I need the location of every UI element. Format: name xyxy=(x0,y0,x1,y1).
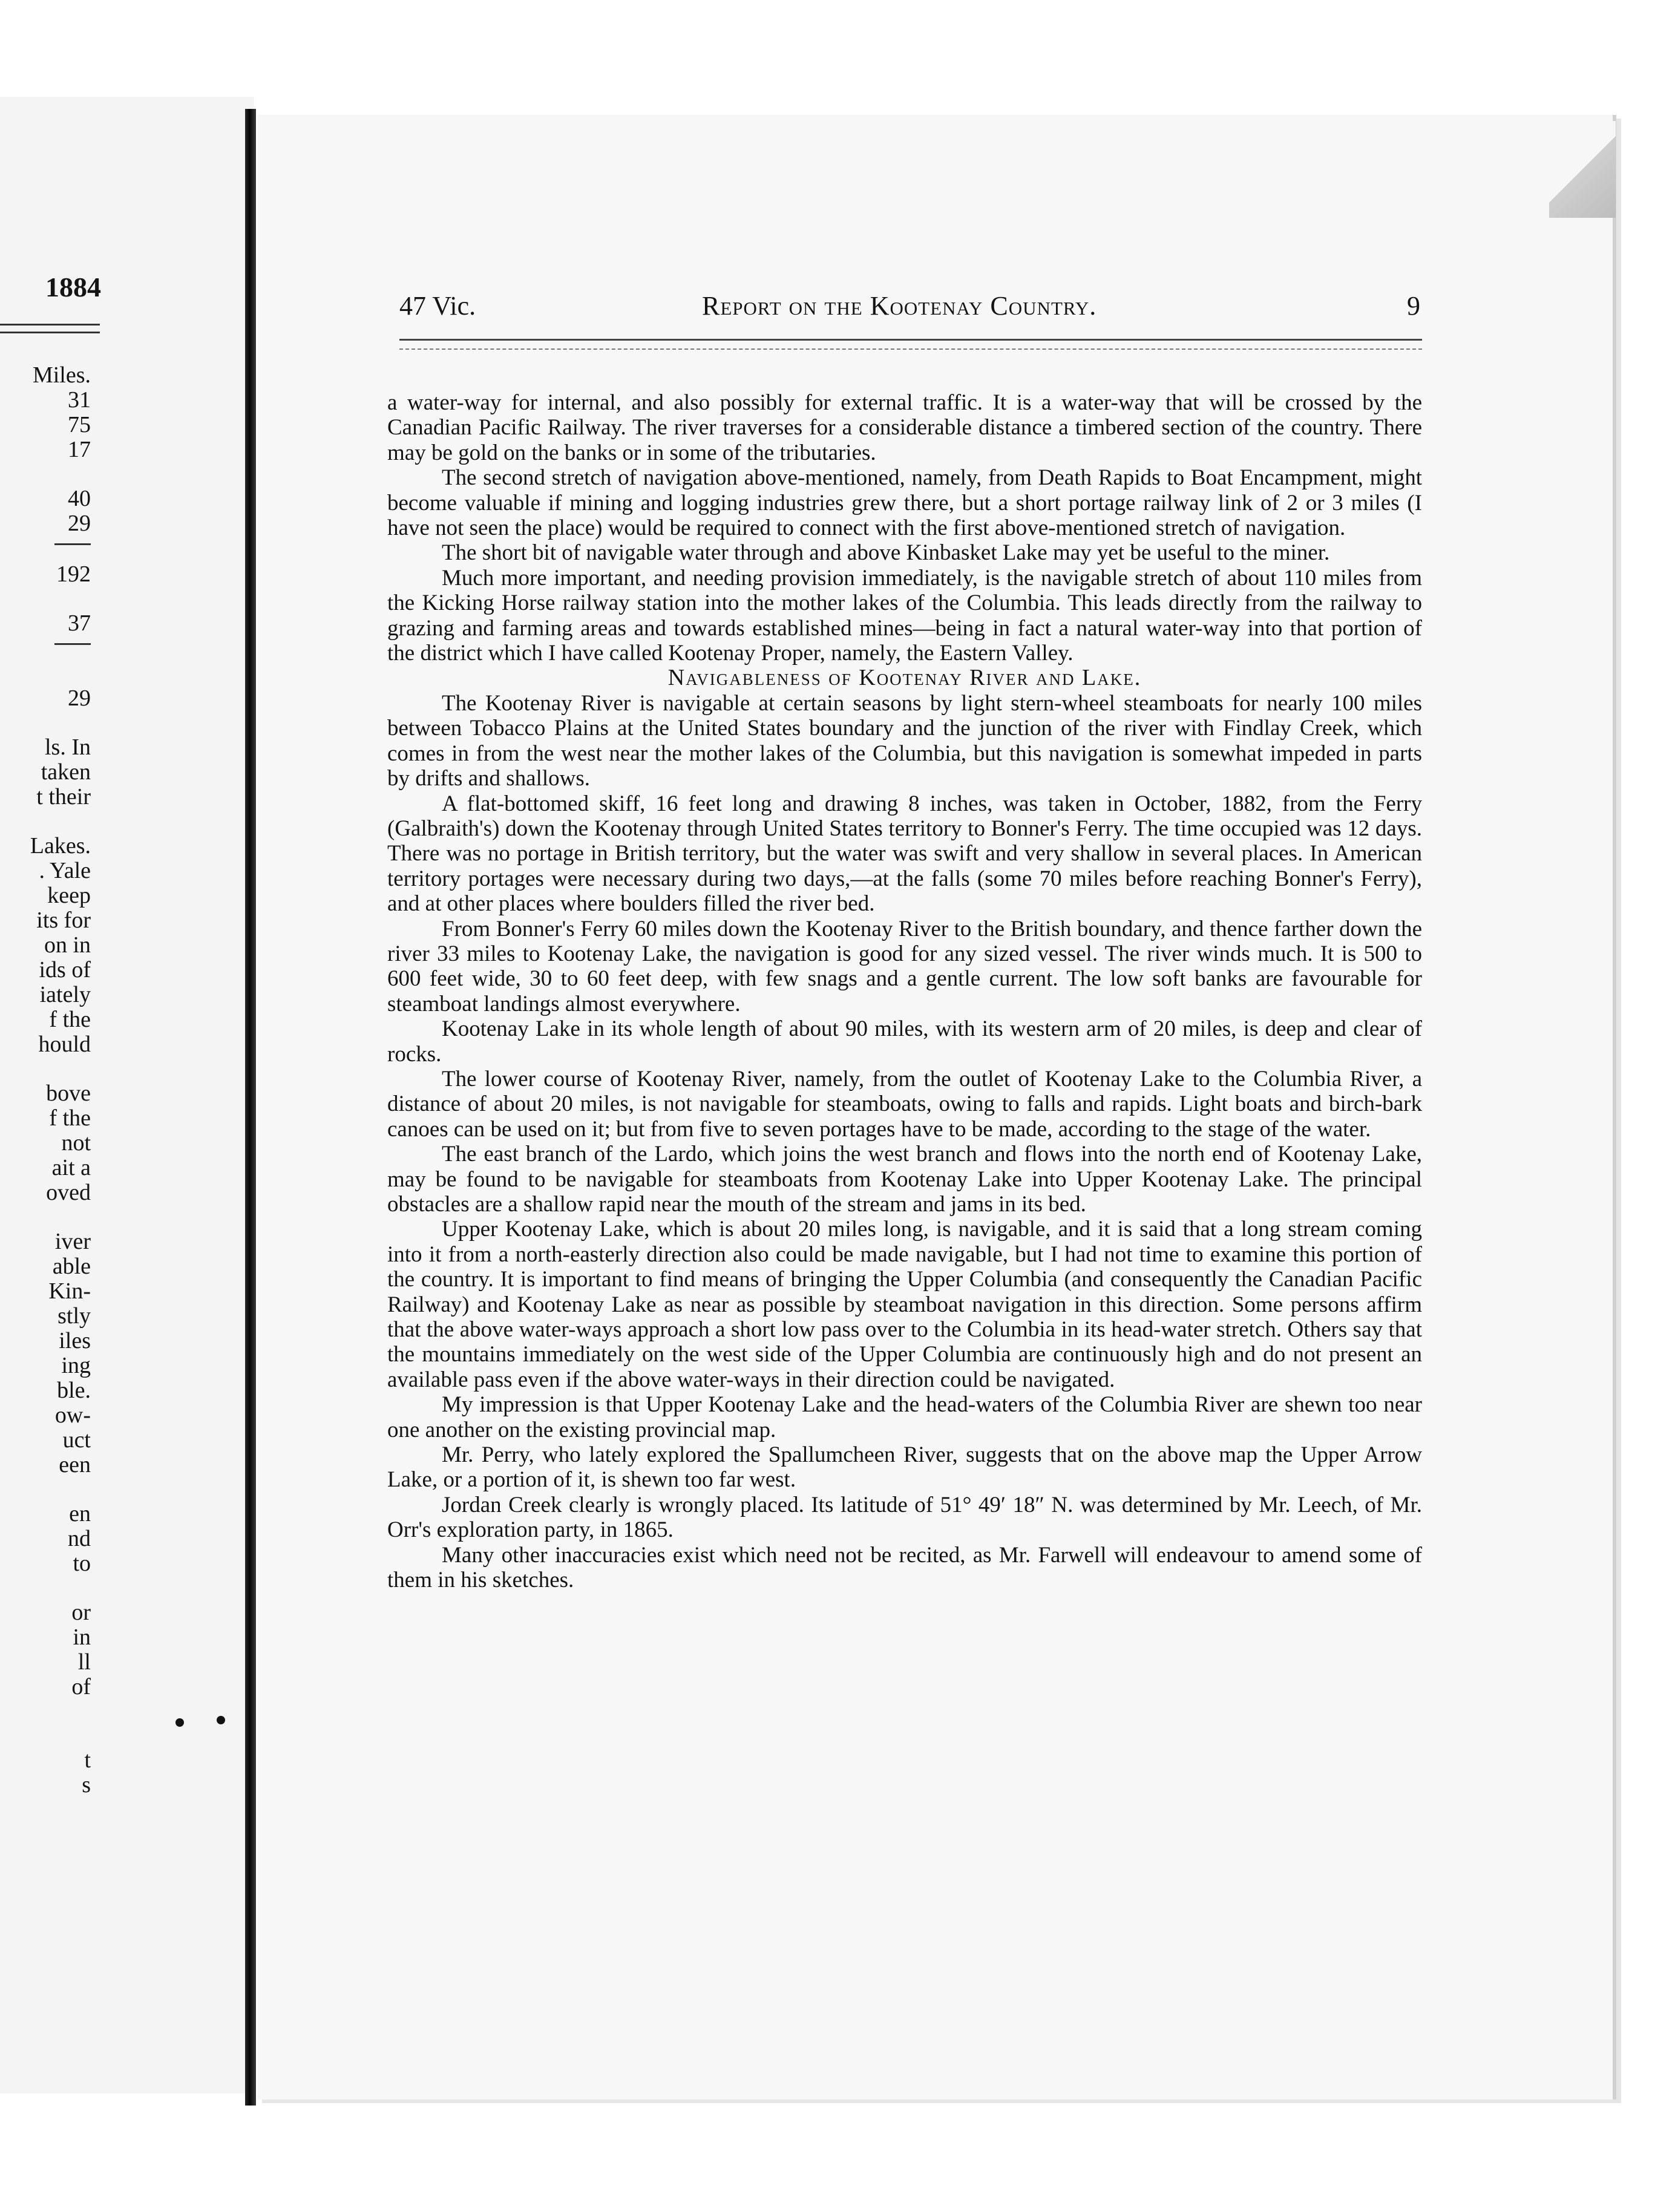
left-page-fragment: bove xyxy=(46,1081,91,1106)
paragraph: From Bonner's Ferry 60 miles down the Kootenay River to the British boundary, and thence farther down the river 33 miles to Kootenay Lake, the navigation is good for any sized vessel. The river winds much. It is 500 to 600 feet wide, 30 to 60 feet deep, with few snags and a gentle current. The low soft banks are favourable for steamboat landings almost everywhere. xyxy=(387,916,1422,1016)
left-page-gap xyxy=(0,1700,91,1724)
page-number: 9 xyxy=(1407,291,1420,321)
left-page-fragment: oved xyxy=(46,1180,91,1205)
paragraph: Jordan Creek clearly is wrongly placed. Its latitude of 51° 49′ 18″ N. was determined by Mr. Leech, of Mr. Orr's exploration party, in 1865. xyxy=(387,1492,1422,1543)
left-page-rule xyxy=(0,332,100,333)
left-page-fragment: to xyxy=(73,1551,91,1576)
paragraphs-before xyxy=(387,390,1422,666)
header-title: Report on the Kootenay Country. xyxy=(702,291,1097,321)
left-page-fragment: able xyxy=(52,1254,91,1279)
scan-speck xyxy=(175,1718,184,1727)
paragraph: The second stretch of navigation above-mentioned, namely, from Death Rapids to Boat Encampment, might become valuable if mining and logging industries grew there, but a short portage railway link of 2 or 3 miles (I have not seen the place) would be required to connect with the first above-mentioned stretch of navigation. xyxy=(387,465,1422,541)
left-page-fragment: 29 xyxy=(68,686,91,711)
left-page-fragment: Kin- xyxy=(48,1278,91,1304)
paragraph: The Kootenay River is navigable at certain seasons by light stern-wheel steamboats for nearly 100 miles between Tobacco Plains at the United States boundary and the junction of the river with Findlay Creek, which comes in from the west near the mother lakes of the Columbia, but this navigation is somewhat impeded in parts by drifts and shallows. xyxy=(387,690,1422,791)
running-header xyxy=(399,290,1428,327)
left-page-fragment: t their xyxy=(36,784,91,810)
left-page-fragment: of xyxy=(71,1674,91,1700)
left-page-fragment: s xyxy=(82,1772,91,1798)
left-page-year: 1884 xyxy=(45,272,101,303)
left-page-gap xyxy=(0,662,91,686)
left-page-fragment: on in xyxy=(44,932,91,958)
left-page-fragment: keep xyxy=(47,883,91,908)
left-page-rule xyxy=(54,643,91,662)
left-page-fragment: taken xyxy=(41,759,91,785)
left-page-gap xyxy=(0,587,91,611)
left-page-fragment: ait a xyxy=(51,1155,91,1180)
left-page-fragment: ls. In xyxy=(45,735,91,760)
left-page-fragment: en xyxy=(69,1501,91,1526)
paragraph: Kootenay Lake in its whole length of about 90 miles, with its western arm of 20 miles, is deep and clear of rocks. xyxy=(387,1016,1422,1067)
left-page-rule xyxy=(0,324,100,326)
left-page-fragment: 75 xyxy=(68,412,91,437)
left-page-fragment: ing xyxy=(61,1353,91,1378)
header-rule xyxy=(399,339,1422,341)
left-page-fragment: iles xyxy=(59,1328,91,1353)
left-page-fragment: or xyxy=(71,1600,91,1625)
left-page-gap xyxy=(0,1205,91,1229)
left-page-fragment: ids of xyxy=(39,957,91,983)
paragraph: Upper Kootenay Lake, which is about 20 miles long, is navigable, and it is said that a long stream coming into it from a north-easterly direction also could be made navigable, but I had not time to examine this portion of the country. It is important to find means of bringing the Upper Columbia (and consequently the Canadian Pacific Railway) and Kootenay Lake as near as possible by steamboat navigation in this direction. Some persons affirm that the above water-ways approach a short low pass over to the Columbia in its head-water stretch. Others say that the mountains immediately on the west side of the Upper Columbia are continuously high and do not present an available pass even if the above water-ways in their direction could be navigated. xyxy=(387,1217,1422,1392)
left-page-fragment: f the xyxy=(49,1105,91,1131)
left-page-fragment: hould xyxy=(38,1032,91,1057)
paragraph: Many other inaccuracies exist which need not be recited, as Mr. Farwell will endeavour to amend some of them in his sketches. xyxy=(387,1542,1422,1593)
scan-background xyxy=(0,0,1675,91)
left-page-fragment: Lakes. xyxy=(30,833,91,859)
session-label: 47 Vic. xyxy=(399,291,476,321)
section-heading: Navigableness of Kootenay River and Lake. xyxy=(667,665,1142,691)
left-page-fragment: stly xyxy=(57,1303,91,1329)
left-page-fragment: 31 xyxy=(68,387,91,413)
left-page-gap xyxy=(0,711,91,735)
left-page-gap xyxy=(0,1724,91,1748)
left-page-fragment: ll xyxy=(77,1649,91,1675)
left-page-gap xyxy=(0,1057,91,1081)
left-page-fragment: iately xyxy=(39,982,91,1007)
paragraph: a water-way for internal, and also possibly for external traffic. It is a water-way that will be crossed by the Canadian Pacific Railway. The river traverses for a considerable distance a timbered section of the country. There may be gold on the banks or in some of the tributaries. xyxy=(387,390,1422,465)
left-page-fragment: iver xyxy=(54,1229,91,1254)
left-page-gap xyxy=(0,1576,91,1600)
left-page-fragments xyxy=(0,363,91,1798)
paragraph: A flat-bottomed skiff, 16 feet long and drawing 8 inches, was taken in October, 1882, from the Ferry (Galbraith's) down the Kootenay through United States territory to Bonner's Ferry. The time occupied was 12 days. There was no portage in British territory, but the water was swift and very shallow in several places. In American territory portages were necessary during two days,—at the falls (some 70 miles before reaching Bonner's Ferry), and at other places where boulders filled the river bed. xyxy=(387,791,1422,917)
left-page-fragment: 17 xyxy=(68,437,91,462)
left-page-fragment: uct xyxy=(62,1427,91,1453)
left-page-fragment: not xyxy=(61,1130,91,1156)
paragraph: The east branch of the Lardo, which joins the west branch and flows into the north end of Kootenay Lake, may be found to be navigable for steamboats from Kootenay Lake into Upper Kootenay Lake. The principal obstacles are a shallow rapid near the mouth of the stream and jams in its bed. xyxy=(387,1142,1422,1217)
left-page-fragment: . Yale xyxy=(39,858,91,883)
left-page-fragment: t xyxy=(84,1747,91,1773)
left-page-fragment: f the xyxy=(49,1007,91,1032)
paragraph: The lower course of Kootenay River, namely, from the outlet of Kootenay Lake to the Columbia River, a distance of about 20 miles, is not navigable for steamboats, owing to falls and rapids. Light boats and birch-bark canoes can be used on it; but from five to seven portages have to be made, according to the stage of the water. xyxy=(387,1066,1422,1142)
left-page-fragment: 40 xyxy=(68,486,91,511)
left-page-gap xyxy=(0,462,91,486)
left-page-fragment: its for xyxy=(36,908,91,933)
left-page-rule xyxy=(54,543,91,562)
scan-speck xyxy=(217,1716,225,1724)
left-page-fragment: ow- xyxy=(54,1402,91,1428)
paragraph: The short bit of navigable water through and above Kinbasket Lake may yet be useful to the miner. xyxy=(442,540,1330,566)
paragraph: Much more important, and needing provision immediately, is the navigable stretch of about 110 miles from the Kicking Horse railway station into the mother lakes of the Columbia. This leads directly from the railway to grazing and farming areas and towards established mines—being in fact a natural water-way into that portion of the district which I have called Kootenay Proper, namely, the Eastern Valley. xyxy=(387,565,1422,666)
body-text xyxy=(387,390,1422,1593)
left-page-fragment: een xyxy=(59,1452,91,1477)
left-page-fragment: Miles. xyxy=(32,362,91,388)
left-page-fragment: nd xyxy=(68,1526,91,1551)
left-page-gap xyxy=(0,1477,91,1502)
page-corner-fold xyxy=(1549,121,1616,218)
left-page-fragment: 29 xyxy=(68,511,91,536)
book-gutter xyxy=(245,109,256,2106)
left-page-gap xyxy=(0,810,91,834)
left-page-fragment: 192 xyxy=(56,561,91,587)
paragraph: Mr. Perry, who lately explored the Spallumcheen River, suggests that on the above map the Upper Arrow Lake, or a portion of it, is shewn too far west. xyxy=(387,1442,1422,1493)
left-page-fragment: in xyxy=(73,1625,91,1650)
left-page-fragment: 37 xyxy=(68,610,91,636)
paragraphs-after xyxy=(387,691,1422,1593)
left-page-fragment: ble. xyxy=(57,1378,91,1403)
paragraph: My impression is that Upper Kootenay Lake and the head-waters of the Columbia River are shewn too near one another on the existing provincial map. xyxy=(387,1392,1422,1442)
header-rule-dashed xyxy=(399,348,1422,350)
